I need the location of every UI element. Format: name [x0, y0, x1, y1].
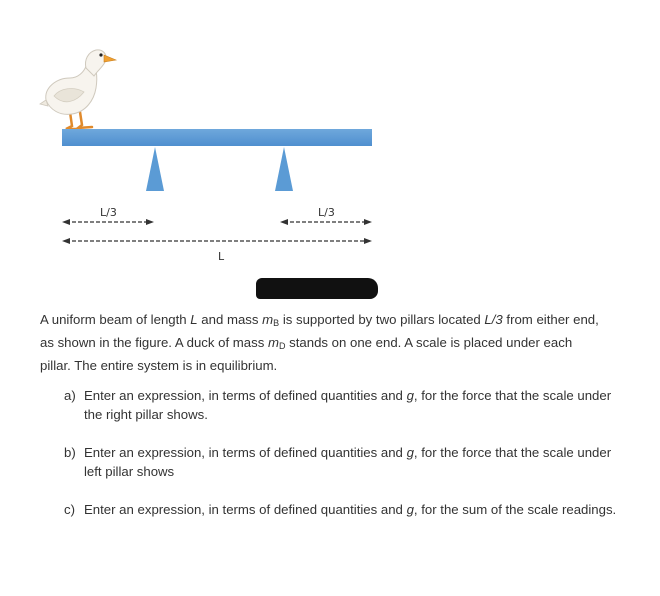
question-text: , for the force that the scale under left pillar shows [84, 445, 612, 479]
beam-figure [0, 0, 660, 270]
gravity-symbol: g [406, 388, 414, 403]
question-letter: c) [64, 502, 75, 517]
question-text: , for the force that the scale under the right pillar shows. [84, 388, 612, 422]
duck-icon [40, 50, 116, 129]
beam [62, 129, 372, 146]
question-text: Enter an expression, in terms of defined quantities and [84, 445, 407, 460]
problem-text: and mass [197, 312, 263, 327]
total-dimension-label: L [218, 250, 225, 263]
distance-symbol: L/3 [484, 312, 503, 327]
question-a [64, 386, 624, 424]
duck-subscript: D [278, 341, 286, 351]
left-pillar [146, 147, 164, 191]
gravity-symbol: g [406, 445, 414, 460]
right-dimension-label: L/3 [318, 206, 335, 219]
problem-text: is supported by two pillars located [279, 312, 485, 327]
right-pillar [275, 147, 293, 191]
problem-text: A uniform beam of length [40, 312, 191, 327]
length-symbol: L [190, 312, 198, 327]
mass-symbol: m [262, 312, 274, 327]
redaction-bar [256, 278, 378, 299]
question-text: Enter an expression, in terms of defined quantities and [84, 388, 407, 403]
question-c [64, 500, 624, 519]
mass-symbol: m [267, 335, 279, 350]
question-text: Enter an expression, in terms of defined quantities and [84, 502, 407, 517]
question-letter: a) [64, 388, 76, 403]
question-b [64, 443, 624, 481]
problem-text: stands on one end. A scale is placed under each pillar. The entire system is in equilibrium. [40, 335, 573, 373]
question-letter: b) [64, 445, 76, 460]
problem-statement [40, 310, 600, 375]
question-text: , for the sum of the scale readings. [413, 502, 617, 517]
left-dimension-label: L/3 [100, 206, 117, 219]
gravity-symbol: g [406, 502, 414, 517]
beam-subscript: B [273, 318, 280, 328]
problem-text: from either end, as shown in the figure. A duck of mass [40, 312, 599, 350]
